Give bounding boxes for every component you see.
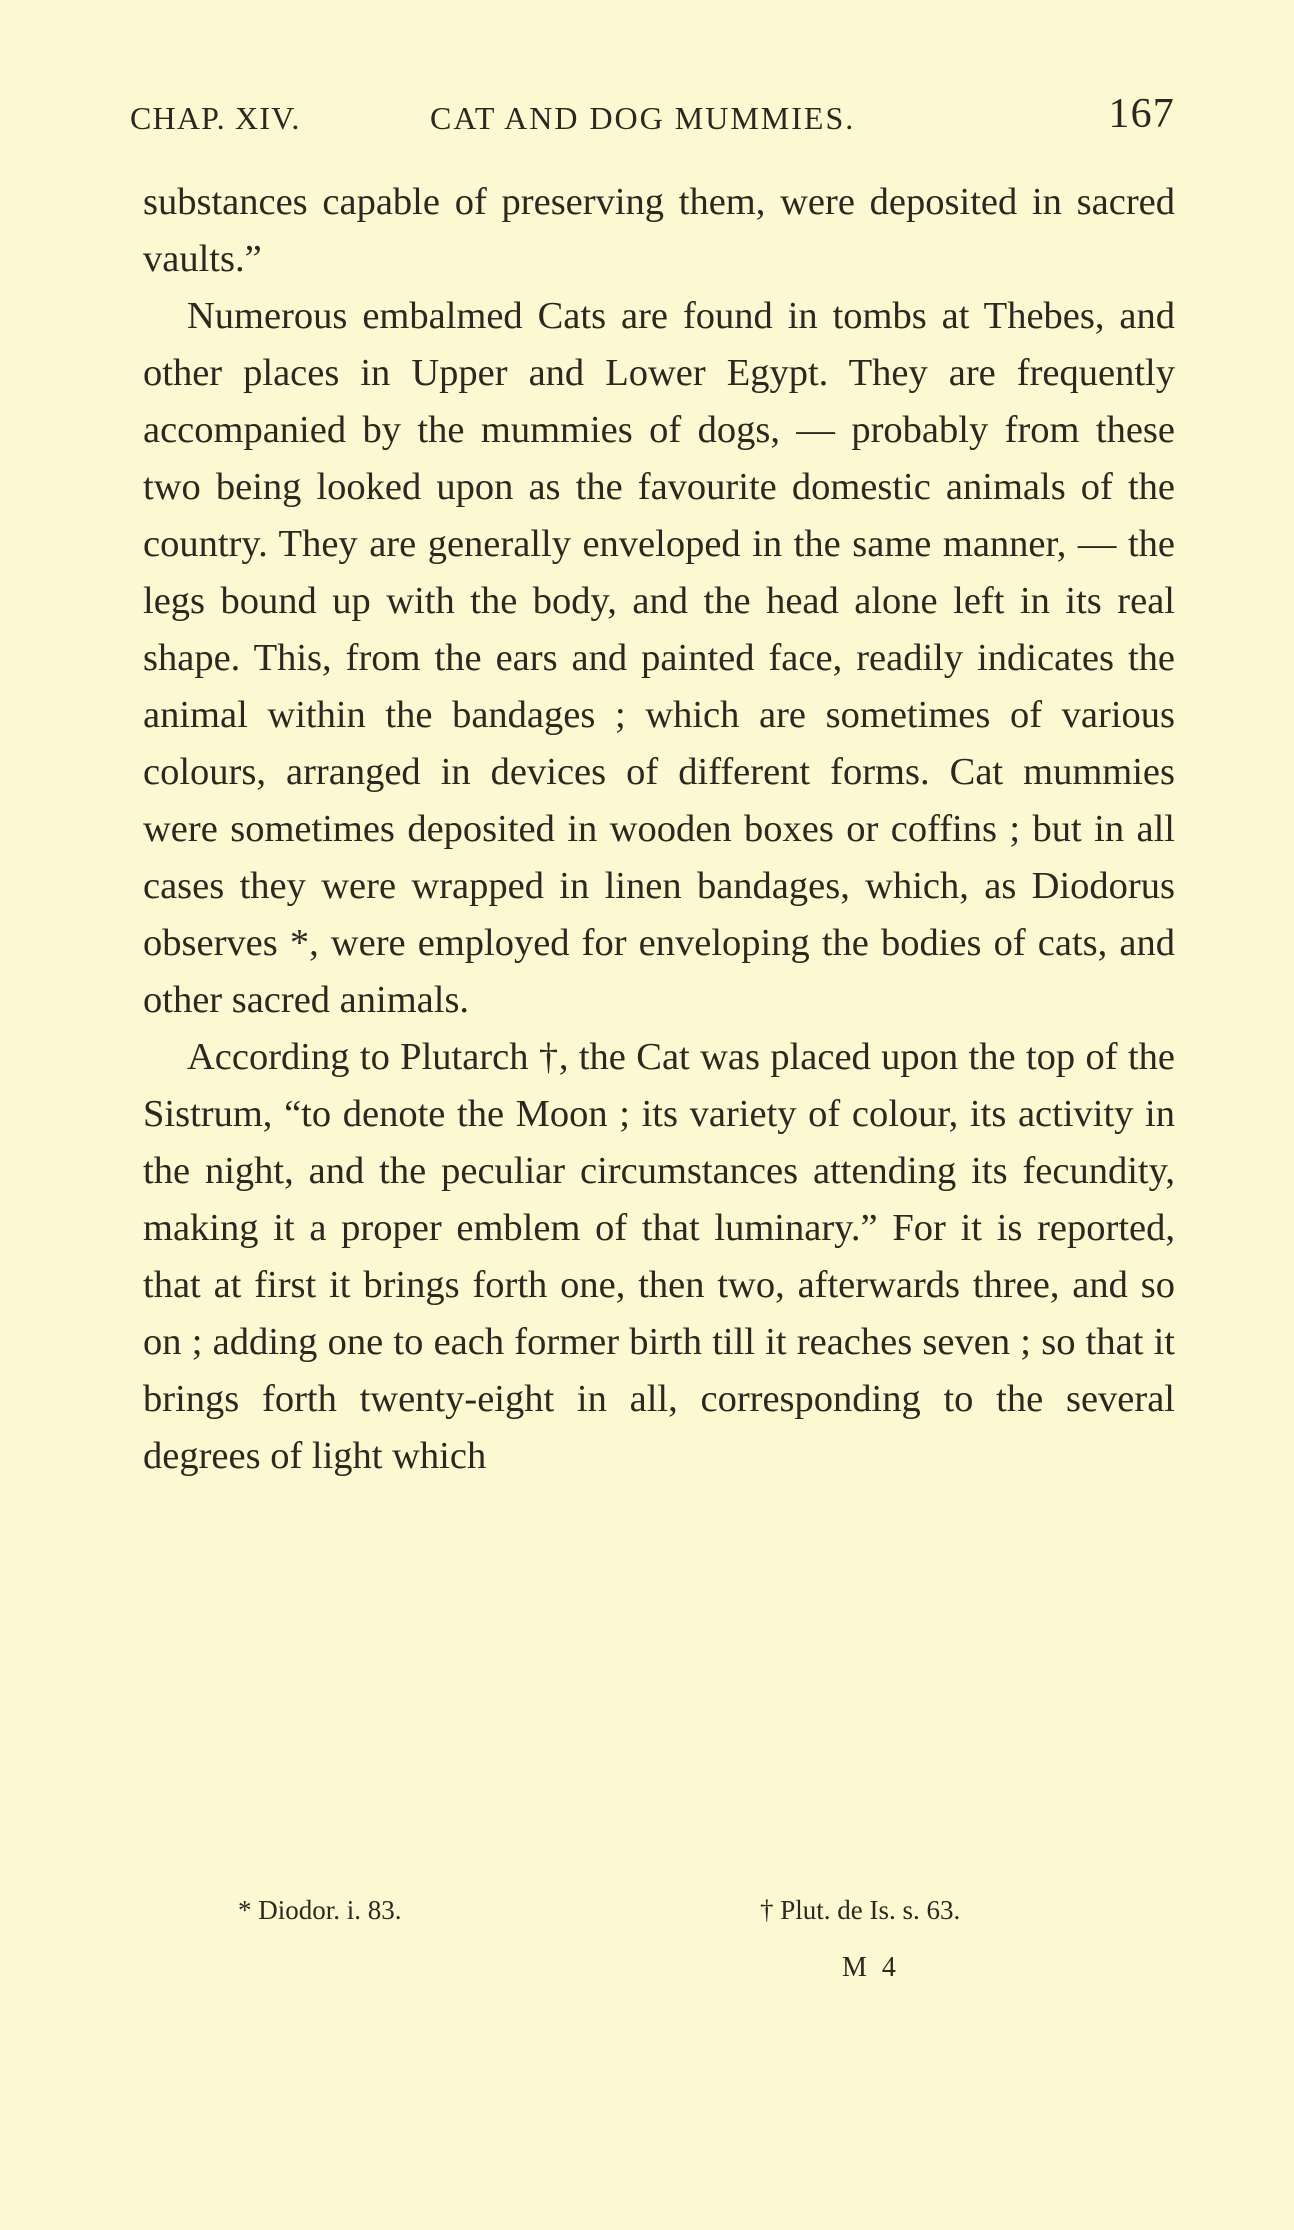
page-number: 167: [1108, 91, 1175, 137]
footnote-diodorus: * Diodor. i. 83.: [238, 1895, 402, 1925]
paragraph-continuation: substances capable of preserving them, were deposited in sacred vaults.”: [143, 181, 1175, 280]
chapter-label: CHAP. XIV.: [130, 100, 301, 136]
running-header: [130, 90, 1175, 144]
paragraph-plutarch: According to Plutarch †, the Cat was placed upon the top of the Sistrum, “to denote the Moon ; its variety of colour, its activity in the night, and the peculiar circumstances attending its fecundity, making it a proper emblem of that luminary.” For it is reported, that at first it brings forth one, then two, afterwards three, and so on ; adding one to each former birth till it reaches seven ; so that it brings forth twenty-eight in all, corresponding to the several degrees of light which: [143, 1036, 1175, 1477]
paragraph-embalmed-cats: Numerous embalmed Cats are found in tombs at Thebes, and other places in Upper and Lower Egypt. They are frequently accompanied by the mummies of dogs, — probably from these two being looked upon as the favourite domestic animals of the country. They are generally enveloped in the same manner, — the legs bound up with the body, and the head alone left in its real shape. This, from the ears and painted face, readily indicates the animal within the bandages ; which are sometimes of various colours, arranged in devices of different forms. Cat mummies were sometimes deposited in wooden boxes or coffins ; but in all cases they were wrapped in linen bandages, which, as Diodorus observes *, were employed for enveloping the bodies of cats, and other sacred animals.: [143, 295, 1175, 1021]
footnotes: [238, 1895, 1098, 1935]
body-text: [143, 174, 1175, 1485]
chapter-title: CAT AND DOG MUMMIES.: [430, 100, 856, 136]
signature-mark: M 4: [842, 1952, 900, 1983]
footnote-plutarch: † Plut. de Is. s. 63.: [760, 1895, 961, 1925]
